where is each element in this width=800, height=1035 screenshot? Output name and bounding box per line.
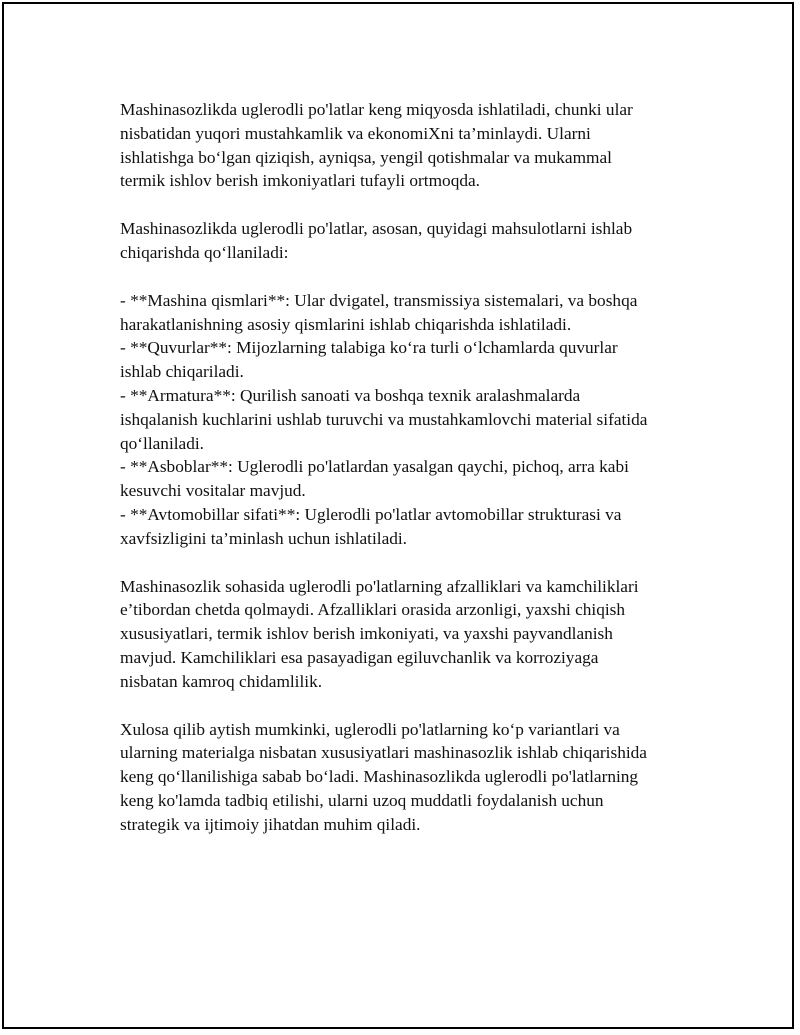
list-item-line: - **Armatura**: Qurilish sanoati va boshqa texnik aralashmalarda xyxy=(120,385,581,405)
text-line: e’tibordan chetda qolmaydi. Afzalliklari orasida arzonligi, yaxshi chiqish xyxy=(120,600,626,620)
paragraph-pros-cons xyxy=(120,575,690,694)
document-page xyxy=(2,2,794,1029)
text-line: Mashinasozlikda uglerodli po'latlar keng miqyosda ishlatiladi, chunki ular xyxy=(120,100,633,119)
list-item-line: harakatlanishning asosiy qismlarini ishlab chiqarishda ishlatiladi. xyxy=(120,314,572,334)
text-line: mavjud. Kamchiliklari esa pasayadigan egiluvchanlik va korroziyaga xyxy=(120,647,599,667)
text-line: termik ishlov berish imkoniyatlari tufayli ortmoqda. xyxy=(120,171,480,191)
text-line: chiqarishda qo‘llaniladi: xyxy=(120,242,289,262)
paragraph-products-intro xyxy=(120,217,690,265)
list-item-line: xavfsizligini ta’minlash uchun ishlatiladi. xyxy=(120,528,408,548)
paragraph-product-list xyxy=(120,289,690,551)
text-line: ishlatishga bo‘lgan qiziqish, ayniqsa, yengil qotishmalar va mukammal xyxy=(120,147,612,167)
text-line: keng qo‘llanilishiga sabab bo‘ladi. Mashinasozlikda uglerodli po'latlarning xyxy=(120,767,639,787)
paragraph-intro xyxy=(120,98,690,193)
list-item-line: - **Asboblar**: Uglerodli po'latlardan yasalgan qaychi, pichoq, arra kabi xyxy=(120,457,629,477)
text-line: xususiyatlari, termik ishlov berish imkoniyati, va yaxshi payvandlanish xyxy=(120,624,613,644)
paragraph-conclusion xyxy=(120,718,690,837)
document-body xyxy=(120,98,690,861)
text-line: ularning materialga nisbatan xususiyatlari mashinasozlik ishlab chiqarishida xyxy=(120,743,647,763)
list-item-line: - **Avtomobillar sifati**: Uglerodli po'latlar avtomobillar strukturasi va xyxy=(120,504,622,524)
list-item-line: qo‘llaniladi. xyxy=(120,433,204,453)
text-line: strategik va ijtimoiy jihatdan muhim qiladi. xyxy=(120,814,421,834)
text-line: keng ko'lamda tadbiq etilishi, ularni uzoq muddatli foydalanish uchun xyxy=(120,790,604,810)
list-item-line: ishqalanish kuchlarini ushlab turuvchi va mustahkamlovchi material sifatida xyxy=(120,409,648,429)
text-line: Xulosa qilib aytish mumkinki, uglerodli po'latlarning ko‘p variantlari va xyxy=(120,719,620,739)
text-line: nisbatan kamroq chidamlilik. xyxy=(120,671,323,691)
text-line: nisbatidan yuqori mustahkamlik va ekonomiXni ta’minlaydi. Ularni xyxy=(120,123,591,143)
text-line: Mashinasozlikda uglerodli po'latlar, asosan, quyidagi mahsulotlarni ishlab xyxy=(120,219,633,239)
text-line: Mashinasozlik sohasida uglerodli po'latlarning afzalliklari va kamchiliklari xyxy=(120,576,639,596)
list-item-line: ishlab chiqariladi. xyxy=(120,362,244,382)
list-item-line: kesuvchi vositalar mavjud. xyxy=(120,481,306,501)
list-item-line: - **Quvurlar**: Mijozlarning talabiga ko‘ra turli o‘lchamlarda quvurlar xyxy=(120,338,618,358)
list-item-line: - **Mashina qismlari**: Ular dvigatel, transmissiya sistemalari, va boshqa xyxy=(120,290,638,310)
